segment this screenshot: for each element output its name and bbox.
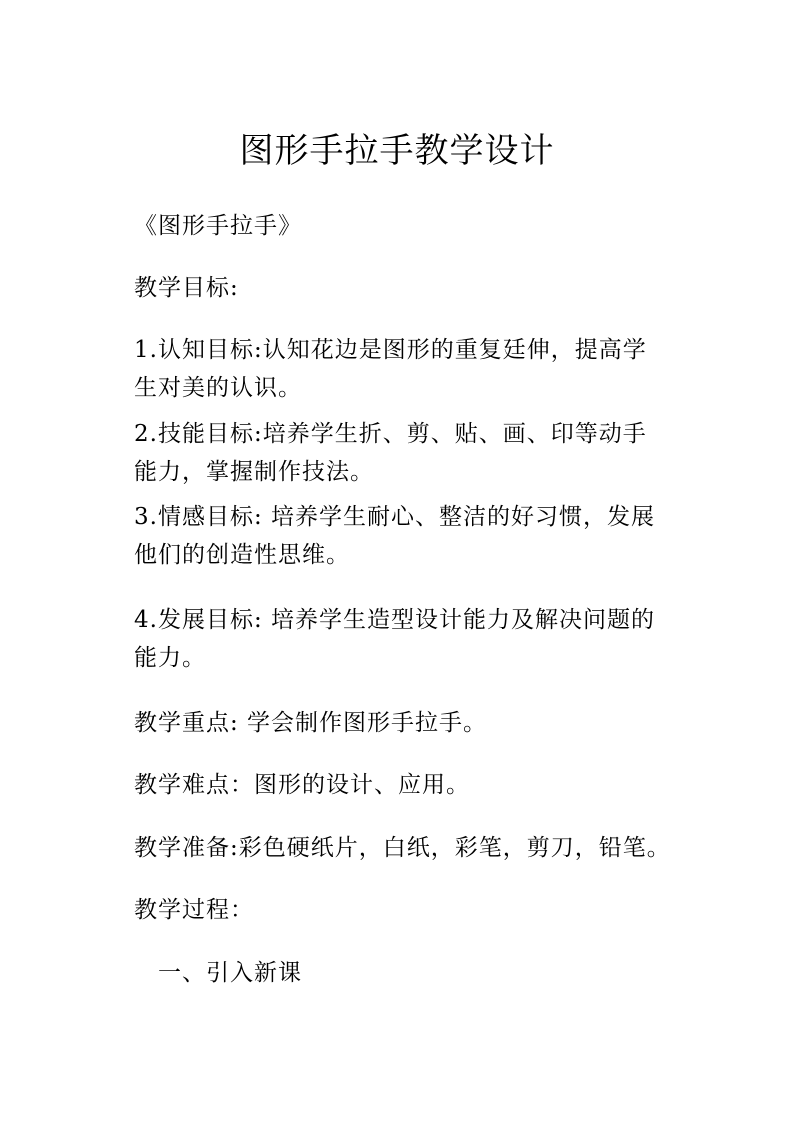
teaching-preparation: 教学准备:彩色硬纸片，白纸，彩笔，剪刀，铅笔。	[134, 835, 671, 861]
goal-2-line-2: 能力，掌握制作技法。	[134, 459, 374, 485]
goal-1-line-1: 1.认知目标:认知花边是图形的重复廷伸，提高学	[134, 337, 647, 363]
lesson-name: 《图形手拉手》	[134, 213, 302, 239]
goal-4-line-1: 4.发展目标: 培养学生造型设计能力及解决问题的	[134, 607, 656, 633]
goal-3-line-1: 3.情感目标: 培养学生耐心、整洁的好习惯，发展	[134, 504, 656, 530]
teaching-goals-heading: 教学目标:	[134, 275, 239, 301]
section-1-heading: 一、引入新课	[158, 960, 302, 986]
goal-4-line-2: 能力。	[134, 645, 206, 671]
goal-3-line-2: 他们的创造性思维。	[134, 542, 350, 568]
document-title: 图形手拉手教学设计	[239, 131, 555, 171]
goal-2-line-1: 2.技能目标:培养学生折、剪、贴、画、印等动手	[134, 421, 647, 447]
goal-1-line-2: 生对美的认识。	[134, 375, 302, 401]
teaching-process-heading: 教学过程：	[134, 897, 254, 923]
teaching-difficulty: 教学难点：图形的设计、应用。	[134, 772, 470, 798]
teaching-focus: 教学重点: 学会制作图形手拉手。	[134, 710, 488, 736]
